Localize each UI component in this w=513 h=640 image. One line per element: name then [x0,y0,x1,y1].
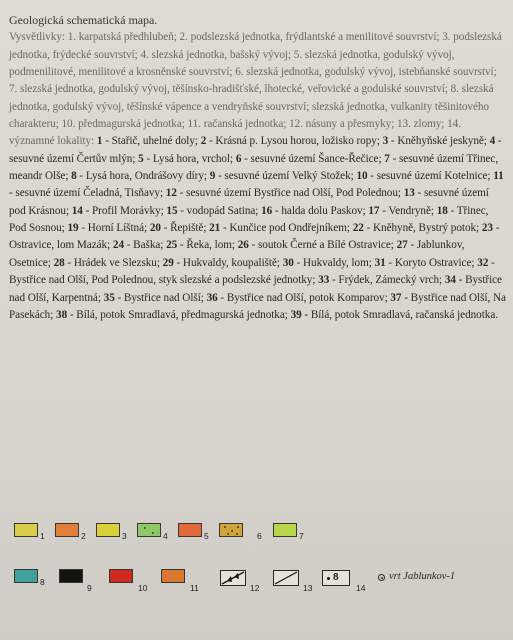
locality-name: - Bystřice nad Olší, Pod Polednou, styk slezské a podslezské jednotky [9,256,495,287]
locality-item [353,222,476,234]
locality-name: - sesuvné území Šance-Řečice [241,152,379,165]
units-text: 1. karpatská předhlubeň; 2. podslezská jednotka, frýdlantské a menilitové souvrství; 3. podslezská jednotka, frýdecké souvrství; 4. slezská jednotka, bašský vývoj; 5. slezská jednotka, godulský vývoj, podmenilitové, menilitové a krosněnské souvrství; 6. slezská jednotka, godulský vývoj, istebňanské souvrství; 7. slezská jednotka, godulský vývoj, těšínsko-hradišťské, lhotecké, veřovické a godulské souvrství; 8. slezská jednotka, godulský vývoj, těšínské vápence a vendryňské souvrství; slezská jednotka, vulkanity těšinitového charakteru; 10. předmagurská jednotka; 11. račanská jednotka; 12. násuny a přesmyky; 13. zlomy; 14. významné lokality: [9,31,502,148]
locality-name: - Koryto Ostravice [385,256,472,269]
locality-name: - Bystřice nad Olší [114,291,201,304]
locality-name: - Kněhyně, Bystrý potok [363,222,477,235]
locality-item [291,309,496,321]
locality-number: 33 [318,274,330,287]
legend-swatch-6 [219,523,243,537]
legend-number-10: 10 [138,583,148,593]
locality-name: - sesuvné území Bystřice nad Olší, Pod Polednou [176,187,398,200]
locality-name: - Horní Líštná [78,222,145,235]
legend-number-4: 4 [163,531,168,541]
locality-number: 22 [352,222,364,235]
locality-item [261,205,362,217]
thrust-symbol [220,570,246,586]
locality-item [210,170,351,182]
locality-name: - Hukvaldy, lom [293,256,369,269]
locality-name: - Bystřice nad Olší, Na Pasekách [9,291,506,321]
locality-number: 31 [374,256,386,269]
legend-swatch-9 [59,569,83,583]
borehole-icon [378,574,385,581]
locality-name: - Kněhyňské jeskyně [388,135,484,148]
locality-number: 34 [444,274,456,287]
locality-name: - sesuvné území pod Krásnou [9,187,489,217]
legend-number-8: 8 [40,577,45,587]
locality-number: 6 [235,152,242,165]
legend-text [9,12,507,324]
legend-swatch-5 [178,523,202,537]
locality-item [236,153,379,165]
locality-number: 32 [477,256,489,269]
legend-number-3: 3 [122,531,127,541]
locality-number: 26 [237,239,249,252]
locality-number: 3 [382,135,389,148]
locality-number: 35 [103,291,115,304]
locality-number: 17 [368,204,380,217]
locality-number: 18 [436,204,448,217]
locality-number: 25 [166,239,178,252]
legend-swatch-11 [161,569,185,583]
locality-name: - Bílá, potok Smradlavá, račanská jednotka [301,308,496,321]
locality-number: 13 [403,187,415,200]
locality-item [54,257,157,269]
locality-item [356,170,487,182]
locality-name: - Baška [124,239,161,252]
locality-name: - soutok Černé a Bílé Ostravice [248,239,391,252]
thrust-line-icon [221,571,245,585]
locality-name: - Řepiště [160,222,204,235]
locality-number: 5 [138,152,144,165]
locality-item [72,205,161,217]
locality-item [368,205,431,217]
locality-item [97,135,195,147]
legend-swatch-7 [273,523,297,537]
locality-number: 16 [261,204,273,217]
legend-number-14: 14 [356,583,366,593]
locality-item [318,274,439,286]
locality-item [383,135,484,147]
locality-number: 15 [166,204,178,217]
legend-number-7: 7 [299,531,304,541]
units-paragraph [9,31,506,321]
locality-item [71,170,204,182]
locality-name: - Jablunkov, Osetnice [9,239,465,269]
locality-name: - sesuvné území Třinec, meandr Olše [9,152,499,183]
locality-number: 4 [489,135,496,148]
locality-number: 36 [206,291,218,304]
locality-item [209,222,347,234]
locality-number: 8 [71,170,77,183]
legend-number-12: 12 [250,583,260,593]
locality-name: - Řeka, lom [177,239,232,252]
locality-name: - Bystřice nad Olší, potok Komparov [217,291,385,304]
locality-number: 19 [67,222,79,235]
locality-item [166,205,255,217]
legend-number-11: 11 [190,583,199,593]
locality-item [375,257,472,269]
fault-line-icon [274,571,298,585]
fault-symbol [273,570,299,586]
locality-item [67,222,144,234]
locality-item [207,292,385,304]
locality-number: 23 [481,222,493,235]
locality-name: - Třinec, Pod Sosnou [9,204,489,235]
legend-swatch-2 [55,523,79,537]
legend-swatch-10 [109,569,133,583]
locality-name: - Profil Morávky [82,204,161,217]
legend-number-9: 9 [87,583,92,593]
locality-name: - vodopád Satina [177,204,256,217]
locality-number: 2 [200,135,207,148]
locality-number: 28 [53,256,65,269]
legend-number-2: 2 [81,531,86,541]
locality-number: 7 [384,152,390,165]
locality-name: - Hukvaldy, koupaliště [173,256,277,269]
locality-name: - Lysá hora, vrchol [143,152,231,165]
locality-number: 1 [96,135,103,148]
map-title: Geologická schematická mapa. [9,13,158,27]
locality-example-number: 8 [333,572,339,583]
legend-swatch-8 [14,569,38,583]
locality-name: - Bílá, potok Smradlavá, předmagurská jednotka [67,308,285,321]
locality-item [283,257,369,269]
bullet-icon [327,577,330,580]
locality-item [56,309,285,321]
explanations-label: Vysvětlivky: [9,31,65,44]
locality-name: - sesuvné území Čeladná, Tisňavy [9,187,160,200]
locality-number: 29 [162,256,174,269]
locality-number: 24 [112,239,125,252]
legend-number-1: 1 [40,531,45,541]
legend-number-5: 5 [204,531,209,541]
locality-name: - Ostravice, lom Mazák [9,222,500,252]
locality-name: - halda dolu Paskov [272,204,363,217]
legend-swatch-3 [96,523,120,537]
locality-item [138,153,230,165]
locality-item [238,239,391,251]
locality-number: 9 [209,170,216,183]
borehole-label: vrt Jablunkov-1 [389,571,456,582]
locality-name: - sesuvné území Kotelnice [367,170,488,183]
locality-name: - Stařič, uhelné doly [102,135,195,148]
locality-item [113,239,160,251]
locality-name: - sesuvné území Čertův mlýn [9,135,502,165]
legend-number-13: 13 [303,583,313,593]
locality-number: 10 [356,170,368,183]
legend-swatch-4 [137,523,161,537]
locality-name: - Hrádek ve Slezsku [64,256,157,269]
locality-name: - Frýdek, Zámecký vrch [329,274,440,287]
locality-item [150,222,203,234]
locality-number: 21 [209,222,221,235]
locality-number: 20 [149,222,161,235]
locality-name: - Krásná p. Lysou horou, ložisko ropy [206,135,377,148]
locality-number: 11 [493,170,504,183]
locality-number: 14 [71,204,83,217]
locality-number: 12 [165,187,177,200]
legend-number-6: 6 [257,531,262,541]
locality-number: 38 [56,308,68,321]
localities-list: 1 - Stařič, uhelné doly; 2 - Krásná p. Lysou horou, ložisko ropy; 3 - Kněhyňské jeskyně; 4 - sesuvné území Čertův mlýn; 5 - Lysá hora, vrchol; 6 - sesuvné území Šance-Řečice; 7 - sesuvné území Třinec, meandr Olše; 8 - Lysá hora, Ondrášovy díry; 9 - sesuvné území Velký Stožek; 10 - sesuvné území Kotelnice; 11 - sesuvné území Čeladná, Tisňavy; 12 - sesuvné území Bystřice nad Olší, Pod Polednou; 13 - sesuvné území pod Krásnou; 14 - Profil Morávky; 15 - vodopád Satina; 16 - halda dolu Paskov; 17 - Vendryně; 18 - Třinec, Pod Sosnou; 19 - Horní Líštná; 20 - Řepiště; 21 - Kunčice pod Ondřejníkem; 22 - Kněhyně, Bystrý potok; 23 - Ostravice, lom Mazák; 24 - Baška; 25 - Řeka, lom; 26 - soutok Černé a Bílé Ostravice; 27 - Jablunkov, Osetnice; 28 - Hrádek ve Slezsku; 29 - Hukvaldy, koupaliště; 30 - Hukvaldy, lom; 31 - Koryto Ostravice; 32 - Bystřice nad Olší, Pod Polednou, styk slezské a podslezské jednotky; 33 - Frýdek, Zámecký vrch; 34 - Bystřice nad Olší, Karpentná; 35 - Bystřice nad Olší; 36 - Bystřice nad Olší, potok Komparov; 37 - Bystřice nad Olší, Na Pasekách; 38 - Bílá, potok Smradlavá, předmagurská jednotka; 39 - Bílá, potok Smradlavá, račanská jednotka. [9,135,506,321]
locality-symbol [322,570,350,586]
locality-name: - Lysá hora, Ondrášovy díry [76,170,204,183]
locality-item [163,257,277,269]
locality-name: - Kunčice pod Ondřejníkem [220,222,347,235]
locality-name: - Bystřice nad Olší, Karpentná [9,274,502,304]
locality-number: 39 [290,308,302,321]
locality-number: 37 [390,291,402,304]
legend-swatch-1 [14,523,38,537]
locality-name: - sesuvné území Velký Stožek [215,170,351,183]
locality-number: 30 [282,256,294,269]
locality-name: - Vendryně [379,204,431,217]
locality-item [166,187,398,199]
locality-item [201,135,377,147]
locality-item [104,292,201,304]
locality-item [166,239,232,251]
locality-number: 27 [396,239,408,252]
